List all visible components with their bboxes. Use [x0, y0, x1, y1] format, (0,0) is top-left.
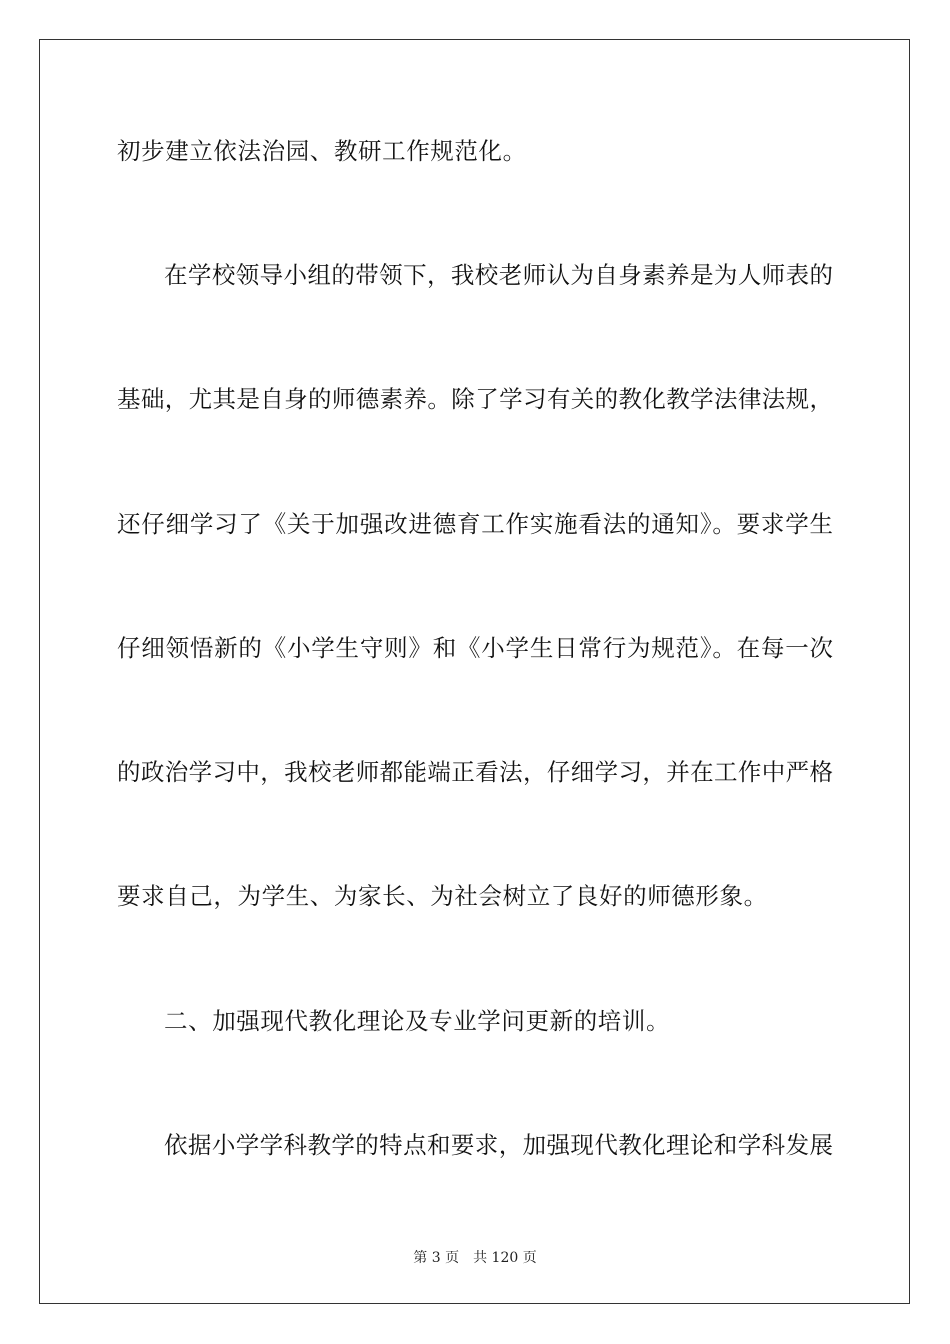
- paragraph-line: 仔细领悟新的《小学生守则》和《小学生日常行为规范》。在每一次: [117, 634, 833, 662]
- page-footer: [0, 1248, 950, 1268]
- page-number: 第 3 页: [413, 1250, 460, 1266]
- paragraph-line: 依据小学学科教学的特点和要求，加强现代教化理论和学科发展: [164, 1131, 833, 1159]
- paragraph-line: 要求自己，为学生、为家长、为社会树立了良好的师德形象。: [117, 882, 768, 910]
- page-total: 共 120 页: [473, 1250, 537, 1266]
- paragraph-line: 的政治学习中，我校老师都能端正看法，仔细学习，并在工作中严格: [117, 758, 833, 786]
- paragraph-line: 基础，尤其是自身的师德素养。除了学习有关的教化教学法律法规，: [117, 385, 833, 413]
- paragraph-line: 在学校领导小组的带领下，我校老师认为自身素养是为人师表的: [164, 261, 833, 289]
- section-heading: 二、加强现代教化理论及专业学问更新的培训。: [164, 1007, 671, 1035]
- page-border: [39, 39, 910, 1304]
- paragraph-line: 初步建立依法治园、教研工作规范化。: [117, 137, 527, 165]
- paragraph-line: 还仔细学习了《关于加强改进德育工作实施看法的通知》。要求学生: [117, 510, 833, 538]
